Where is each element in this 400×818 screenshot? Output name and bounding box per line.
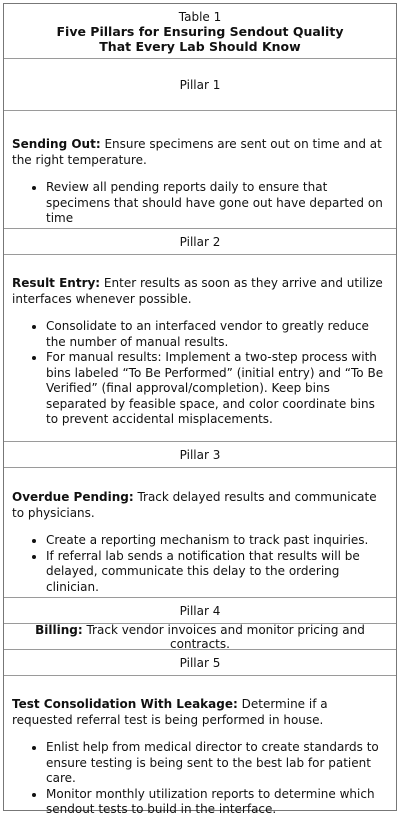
pillar-1-heading: Sending Out: — [12, 137, 101, 151]
table-label: Table 1 — [178, 10, 222, 24]
table-title-line-2: That Every Lab Should Know — [99, 39, 301, 54]
pillar-3-label-row — [4, 442, 396, 468]
pillar-4-text: Track vendor invoices and monitor pricing and contracts. — [82, 622, 365, 651]
pillar-1-label-row — [4, 59, 396, 111]
pillar-3-text: Track delayed results and communicate to physicians. — [12, 490, 377, 520]
pillar-1-description — [12, 137, 388, 168]
pillar-1-bullet-1: • Review all pending reports daily to ensure that specimens that should have gone out have departed on time — [46, 180, 388, 227]
pillar-3-content — [4, 468, 396, 598]
pillar-2-bullet-2: • For manual results: Implement a two-step process with bins labeled “To Be Performed” (initial entry) and “To Be Verified” (final approval/completion). Keep bins separated by feasible space, and color coordinate bins to prevent accidental misplacements. — [46, 350, 388, 428]
pillar-1-content — [4, 111, 396, 229]
pillar-5-heading: Test Consolidation With Leakage: — [12, 697, 238, 711]
pillar-1-text: Ensure specimens are sent out on time and at the right temperature. — [12, 137, 382, 167]
pillar-5-content — [4, 676, 396, 816]
pillar-2-heading: Result Entry: — [12, 276, 101, 290]
pillar-5-text: Determine if a requested referral test is being performed in house. — [12, 697, 328, 727]
table-header — [4, 4, 396, 59]
pillar-3-label: Pillar 3 — [179, 447, 221, 462]
pillar-5-label: Pillar 5 — [179, 655, 221, 670]
pillar-5-bullet-2: • Monitor monthly utilization reports to determine which sendout tests to build in the interface. — [46, 787, 388, 818]
pillar-3-bullet-2: • If referral lab sends a notification that results will be delayed, communicate this delay to the ordering clinician. — [46, 549, 388, 596]
pillar-2-bullet-1: • Consolidate to an interfaced vendor to greatly reduce the number of manual results. — [46, 319, 388, 350]
pillar-2-description — [12, 276, 388, 307]
pillar-5-label-row — [4, 650, 396, 676]
pillar-2-text: Enter results as soon as they arrive and utilize interfaces whenever possible. — [12, 276, 383, 306]
pillar-4-description — [4, 623, 396, 651]
pillar-5-bullet-1: • Enlist help from medical director to create standards to ensure testing is being sent to the best lab for patient care. — [46, 740, 388, 787]
table-title-line-1: Five Pillars for Ensuring Sendout Quality — [56, 24, 344, 39]
pillar-3-bullets — [12, 533, 388, 595]
pillar-2-bullets — [12, 319, 388, 428]
pillar-4-label: Pillar 4 — [179, 603, 221, 618]
pillar-2-label-row — [4, 229, 396, 255]
pillar-1-label: Pillar 1 — [179, 77, 221, 92]
pillar-3-description — [12, 490, 388, 521]
pillar-3-heading: Overdue Pending: — [12, 490, 134, 504]
pillar-4-content — [4, 624, 396, 650]
pillar-2-label: Pillar 2 — [179, 234, 221, 249]
pillar-1-bullets — [12, 180, 388, 227]
pillar-5-bullets — [12, 740, 388, 818]
pillar-4-heading: Billing: — [35, 622, 83, 637]
pillar-3-bullet-1: • Create a reporting mechanism to track past inquiries. — [46, 533, 388, 549]
pillar-2-content — [4, 255, 396, 442]
pillars-table — [3, 3, 397, 816]
pillar-4-label-row — [4, 598, 396, 624]
pillar-5-description — [12, 697, 388, 728]
